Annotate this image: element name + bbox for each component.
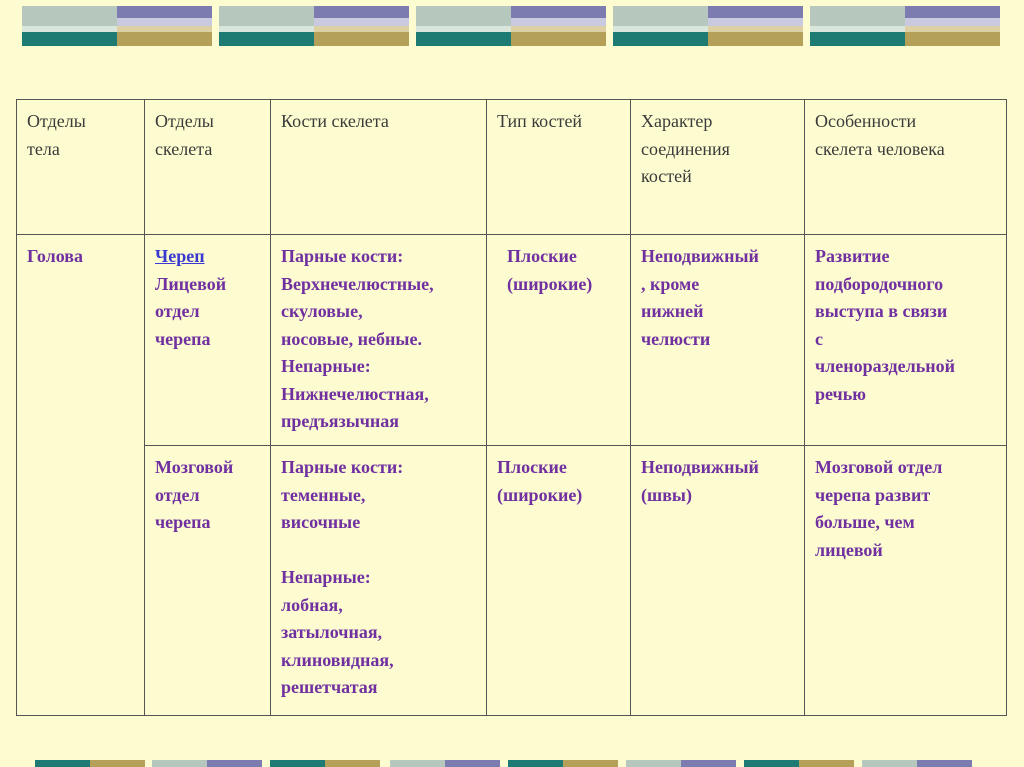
header-skeleton-sections: Отделы скелета xyxy=(145,100,271,235)
bone-type-cell: Плоские (широкие) xyxy=(487,446,631,716)
features-cell: Развитие подбородочного выступа в связи с членораздельной речью xyxy=(805,235,1007,446)
skeleton-table xyxy=(16,99,1007,716)
header-skeleton-bones: Кости скелета xyxy=(271,100,487,235)
facial-section-label: Лицевой отдел черепа xyxy=(155,273,227,349)
body-part-cell: Голова xyxy=(17,235,145,716)
bones-cell: Парные кости: теменные, височные Непарные: лобная, затылочная, клиновидная, решетчатая xyxy=(271,446,487,716)
table-row xyxy=(17,235,1007,446)
table-row xyxy=(17,446,1007,716)
header-body-sections: Отделы тела xyxy=(17,100,145,235)
decorative-block xyxy=(810,6,1000,46)
bones-cell: Парные кости: Верхнечелюстные, скуловые, носовые, небные. Непарные: Нижнечелюстная, предъязычная xyxy=(271,235,487,446)
skeleton-section-cell: Мозговой отдел черепа xyxy=(145,446,271,716)
connection-cell: Неподвижный , кроме нижней челюсти xyxy=(631,235,805,446)
features-cell: Мозговой отдел черепа развит больше, чем лицевой xyxy=(805,446,1007,716)
decorative-block xyxy=(22,6,212,46)
header-bone-type: Тип костей xyxy=(487,100,631,235)
bone-type-cell: Плоские (широкие) xyxy=(487,235,631,446)
connection-cell: Неподвижный (швы) xyxy=(631,446,805,716)
skull-title: Череп xyxy=(155,246,205,266)
header-connection-type: Характер соединения костей xyxy=(631,100,805,235)
table-header-row xyxy=(17,100,1007,235)
decorative-block xyxy=(219,6,409,46)
decorative-block xyxy=(613,6,803,46)
header-human-features: Особенности скелета человека xyxy=(805,100,1007,235)
skeleton-section-cell xyxy=(145,235,271,446)
decorative-footer-stripes xyxy=(0,760,1024,767)
decorative-block xyxy=(416,6,606,46)
